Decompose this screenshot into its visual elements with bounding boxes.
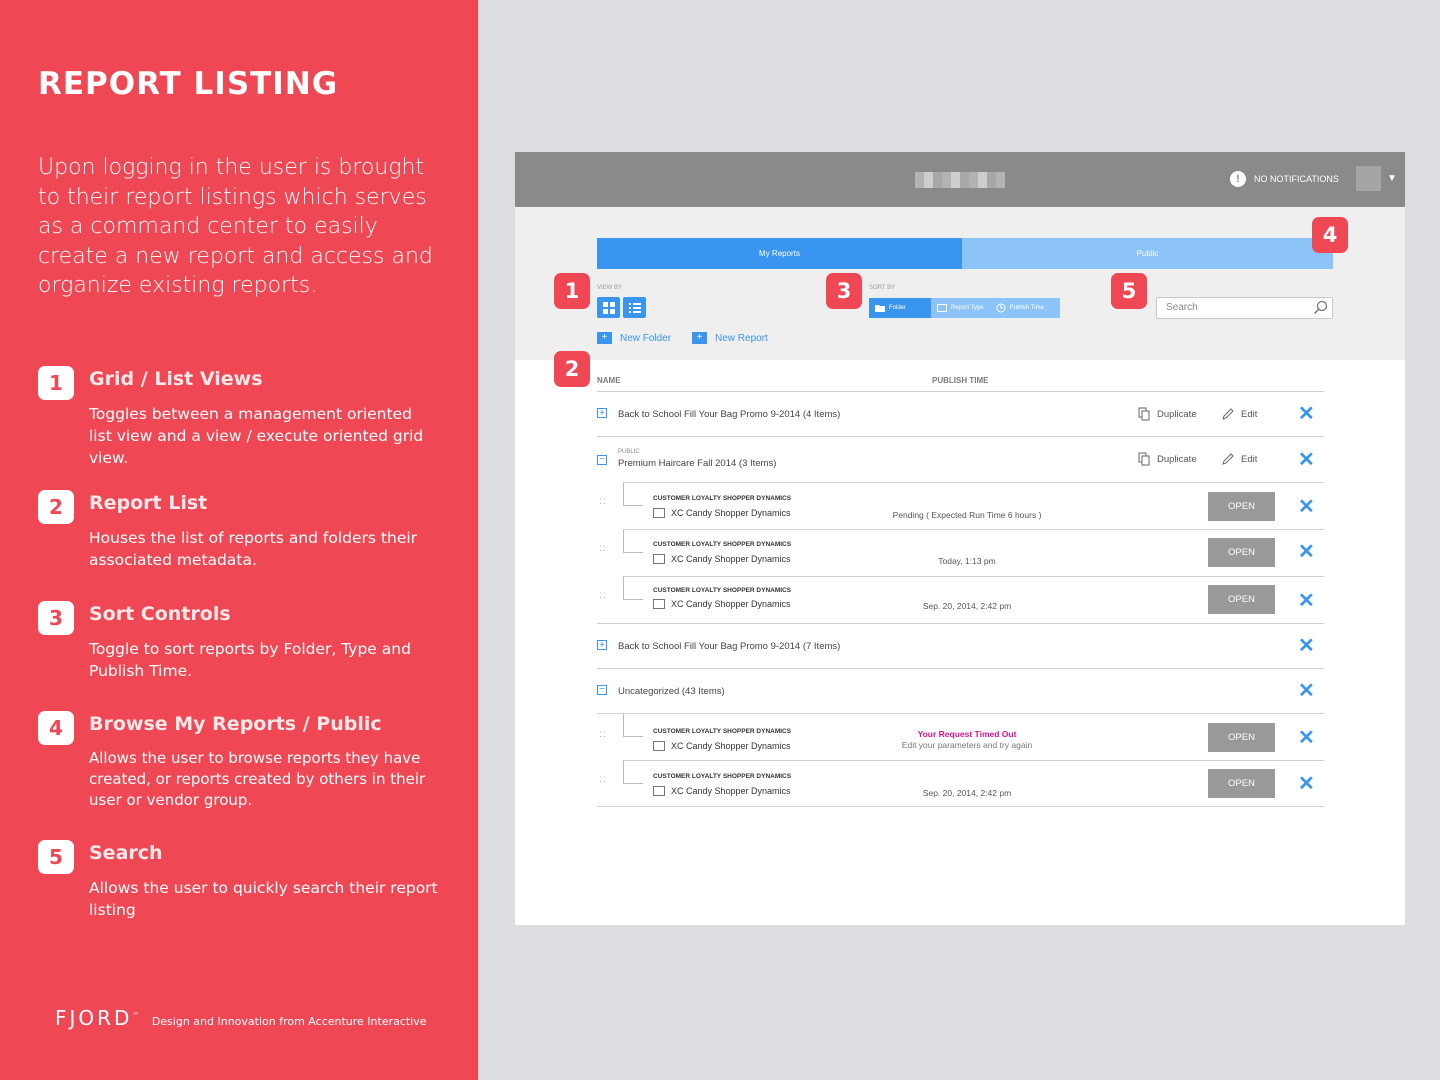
drag-handle-icon[interactable]: :: [599, 590, 607, 601]
description-panel [0, 0, 478, 1080]
top-bar [515, 152, 1405, 207]
new-folder-button[interactable] [597, 332, 671, 344]
folder-icon [875, 304, 885, 312]
edit-label: Edit [1241, 453, 1258, 465]
brand-trademark: ™ [132, 1011, 143, 1020]
folder-row[interactable] [597, 392, 1324, 436]
alert-icon: ! [1230, 171, 1246, 187]
notifications-label: NO NOTIFICATIONS [1254, 174, 1339, 184]
brand-name: FJORD [55, 1006, 133, 1030]
table-icon [653, 786, 665, 796]
close-icon[interactable]: ✕ [1298, 727, 1315, 749]
sort-report-type[interactable] [931, 298, 990, 318]
tree-line [623, 530, 624, 552]
folder-name: Back to School Fill Your Bag Promo 9-2014 (4 Items) [618, 409, 841, 420]
drag-handle-icon[interactable]: :: [599, 543, 607, 554]
report-row[interactable] [597, 577, 1324, 623]
report-icon [937, 304, 947, 312]
brand-tagline: Design and Innovation from Accenture Interactive [151, 1015, 427, 1028]
list-view-button[interactable] [623, 297, 646, 318]
feature-number: 5 [38, 840, 74, 874]
edit-button[interactable] [1221, 452, 1257, 466]
report-row[interactable] [597, 714, 1324, 760]
folder-row[interactable] [597, 669, 1324, 713]
drag-handle-icon[interactable]: :: [599, 729, 607, 740]
annotation-badge-1: 1 [554, 273, 590, 309]
report-name [653, 508, 791, 518]
close-icon[interactable]: ✕ [1298, 496, 1315, 518]
table-icon [653, 554, 665, 564]
new-report-button[interactable] [692, 332, 768, 344]
open-button[interactable]: OPEN [1208, 769, 1275, 798]
report-category: CUSTOMER LOYALTY SHOPPER DYNAMICS [653, 728, 792, 735]
tree-line [623, 483, 624, 505]
publish-time: Pending ( Expected Run Time 6 hours ) [892, 510, 1042, 520]
public-tag: PUBLIC [618, 449, 640, 455]
feature-desc: Toggles between a management oriented list view and a view / execute oriented grid view. [89, 405, 424, 467]
error-hint: Edit your parameters and try again [901, 740, 1033, 750]
tree-line [623, 736, 643, 737]
grid-icon [603, 302, 615, 314]
column-publish-time: PUBLISH TIME [932, 376, 989, 385]
close-icon[interactable]: ✕ [1298, 403, 1315, 425]
search-input[interactable] [1156, 297, 1333, 319]
feature-title: Report List [89, 492, 208, 514]
new-folder-icon: + [597, 332, 612, 344]
tree-line [623, 577, 624, 599]
drag-handle-icon[interactable]: :: [599, 496, 607, 507]
chart-icon [653, 741, 665, 751]
duplicate-label: Duplicate [1157, 453, 1197, 465]
table-icon [653, 599, 665, 609]
close-icon[interactable]: ✕ [1298, 635, 1315, 657]
divider [597, 806, 1324, 807]
collapse-icon[interactable]: − [597, 455, 607, 465]
duplicate-icon [1138, 407, 1151, 421]
feature-number: 2 [38, 490, 74, 524]
column-name: NAME [597, 376, 621, 385]
tree-line [623, 783, 643, 784]
feature-number: 1 [38, 366, 74, 400]
report-row[interactable] [597, 483, 1324, 529]
sort-controls [869, 298, 1060, 318]
feature-number: 4 [38, 711, 74, 745]
feature-desc: Toggle to sort reports by Folder, Type and Publish Time. [89, 640, 411, 680]
new-report-label: New Report [715, 332, 768, 344]
close-icon[interactable]: ✕ [1298, 773, 1315, 795]
expand-icon[interactable]: + [597, 640, 607, 650]
report-category: CUSTOMER LOYALTY SHOPPER DYNAMICS [653, 541, 792, 548]
tree-line [623, 552, 643, 553]
avatar[interactable] [1356, 166, 1381, 191]
report-row[interactable] [597, 761, 1324, 806]
close-icon[interactable]: ✕ [1298, 449, 1315, 471]
sort-folder-label: Folder [889, 305, 907, 311]
clock-icon [996, 303, 1006, 313]
duplicate-label: Duplicate [1157, 408, 1197, 420]
annotation-badge-3: 3 [826, 273, 862, 309]
report-category: CUSTOMER LOYALTY SHOPPER DYNAMICS [653, 587, 792, 594]
duplicate-button[interactable] [1138, 407, 1197, 421]
sort-publish-time[interactable] [990, 298, 1050, 318]
sort-type-label: Report Type [951, 305, 984, 311]
sort-folder[interactable] [869, 298, 931, 318]
annotation-badge-2: 2 [554, 351, 590, 387]
feature-title: Sort Controls [89, 603, 231, 625]
folder-row[interactable] [597, 437, 1324, 482]
intro-text: Upon logging in the user is brought to their report listings which serves as a command center to easily create a new report and access and organize existing reports. [38, 155, 433, 298]
open-button[interactable]: OPEN [1208, 585, 1275, 614]
page-title: REPORT LISTING [38, 66, 339, 102]
duplicate-button[interactable] [1138, 452, 1197, 466]
new-folder-label: New Folder [620, 332, 672, 344]
feature-title: Grid / List Views [89, 368, 263, 390]
folder-name: Premium Haircare Fall 2014 (3 Items) [618, 458, 777, 469]
feature-number: 3 [38, 601, 74, 635]
annotation-badge-4: 4 [1312, 217, 1348, 253]
view-by-label: VIEW BY [597, 285, 623, 291]
open-button[interactable]: OPEN [1208, 723, 1275, 752]
feature-title: Browse My Reports / Public [89, 713, 382, 735]
duplicate-icon [1138, 452, 1151, 466]
publish-time: Sep. 20, 2014, 2:42 pm [922, 601, 1012, 611]
folder-name: Back to School Fill Your Bag Promo 9-2014 (7 Items) [618, 641, 841, 652]
report-name-label: XC Candy Shopper Dynamics [671, 741, 791, 751]
expand-icon[interactable]: + [597, 408, 607, 418]
report-category: CUSTOMER LOYALTY SHOPPER DYNAMICS [653, 495, 792, 502]
drag-handle-icon[interactable]: :: [599, 774, 607, 785]
report-name-label: XC Candy Shopper Dynamics [671, 554, 791, 564]
close-icon[interactable]: ✕ [1298, 680, 1315, 702]
report-name [653, 599, 791, 609]
folder-row[interactable] [597, 624, 1324, 668]
report-name [653, 786, 791, 796]
tree-line [623, 599, 643, 600]
search-placeholder: Search [1166, 302, 1198, 313]
edit-button[interactable] [1221, 407, 1257, 421]
tree-line [623, 505, 643, 506]
publish-time: Today, 1:13 pm [938, 556, 996, 566]
open-button[interactable]: OPEN [1208, 492, 1275, 521]
grid-view-button[interactable] [597, 297, 620, 318]
tree-line [623, 761, 624, 783]
annotation-badge-5: 5 [1111, 273, 1147, 309]
feature-title: Search [89, 842, 163, 864]
chevron-down-icon[interactable]: ▼ [1387, 173, 1397, 184]
report-row[interactable] [597, 530, 1324, 576]
feature-desc: Allows the user to browse reports they have created, or reports created by others in their user or vendor group. [89, 749, 426, 809]
sort-time-label: Publish Time [1009, 305, 1044, 311]
sort-by-label: SORT BY [869, 285, 896, 291]
tree-line [623, 714, 624, 736]
tab-my-reports[interactable]: My Reports [597, 238, 962, 269]
search-icon [1313, 300, 1328, 315]
report-name-label: XC Candy Shopper Dynamics [671, 508, 791, 518]
app-mockup [515, 152, 1405, 925]
fjord-logo [55, 1006, 427, 1030]
report-name [653, 741, 791, 751]
feature-desc: Allows the user to quickly search their report listing [89, 879, 438, 919]
report-category: CUSTOMER LOYALTY SHOPPER DYNAMICS [653, 773, 792, 780]
report-name [653, 554, 791, 564]
collapse-icon[interactable]: − [597, 685, 607, 695]
list-icon [629, 302, 641, 314]
folder-name: Uncategorized (43 Items) [618, 686, 725, 697]
feature-desc: Houses the list of reports and folders their associated metadata. [89, 529, 418, 569]
close-icon[interactable]: ✕ [1298, 541, 1315, 563]
app-logo [915, 172, 1005, 188]
report-name-label: XC Candy Shopper Dynamics [671, 599, 791, 609]
edit-label: Edit [1241, 408, 1258, 420]
report-name-label: XC Candy Shopper Dynamics [671, 786, 791, 796]
chart-icon [653, 508, 665, 518]
error-message: Your Request Timed Out [917, 729, 1017, 739]
open-button[interactable]: OPEN [1208, 538, 1275, 567]
new-report-icon: + [692, 332, 707, 344]
close-icon[interactable]: ✕ [1298, 590, 1315, 612]
pencil-icon [1221, 407, 1235, 421]
pencil-icon [1221, 452, 1235, 466]
notifications[interactable] [1230, 171, 1339, 187]
publish-time: Sep. 20, 2014, 2:42 pm [922, 788, 1012, 798]
tab-public[interactable]: Public [962, 238, 1333, 269]
